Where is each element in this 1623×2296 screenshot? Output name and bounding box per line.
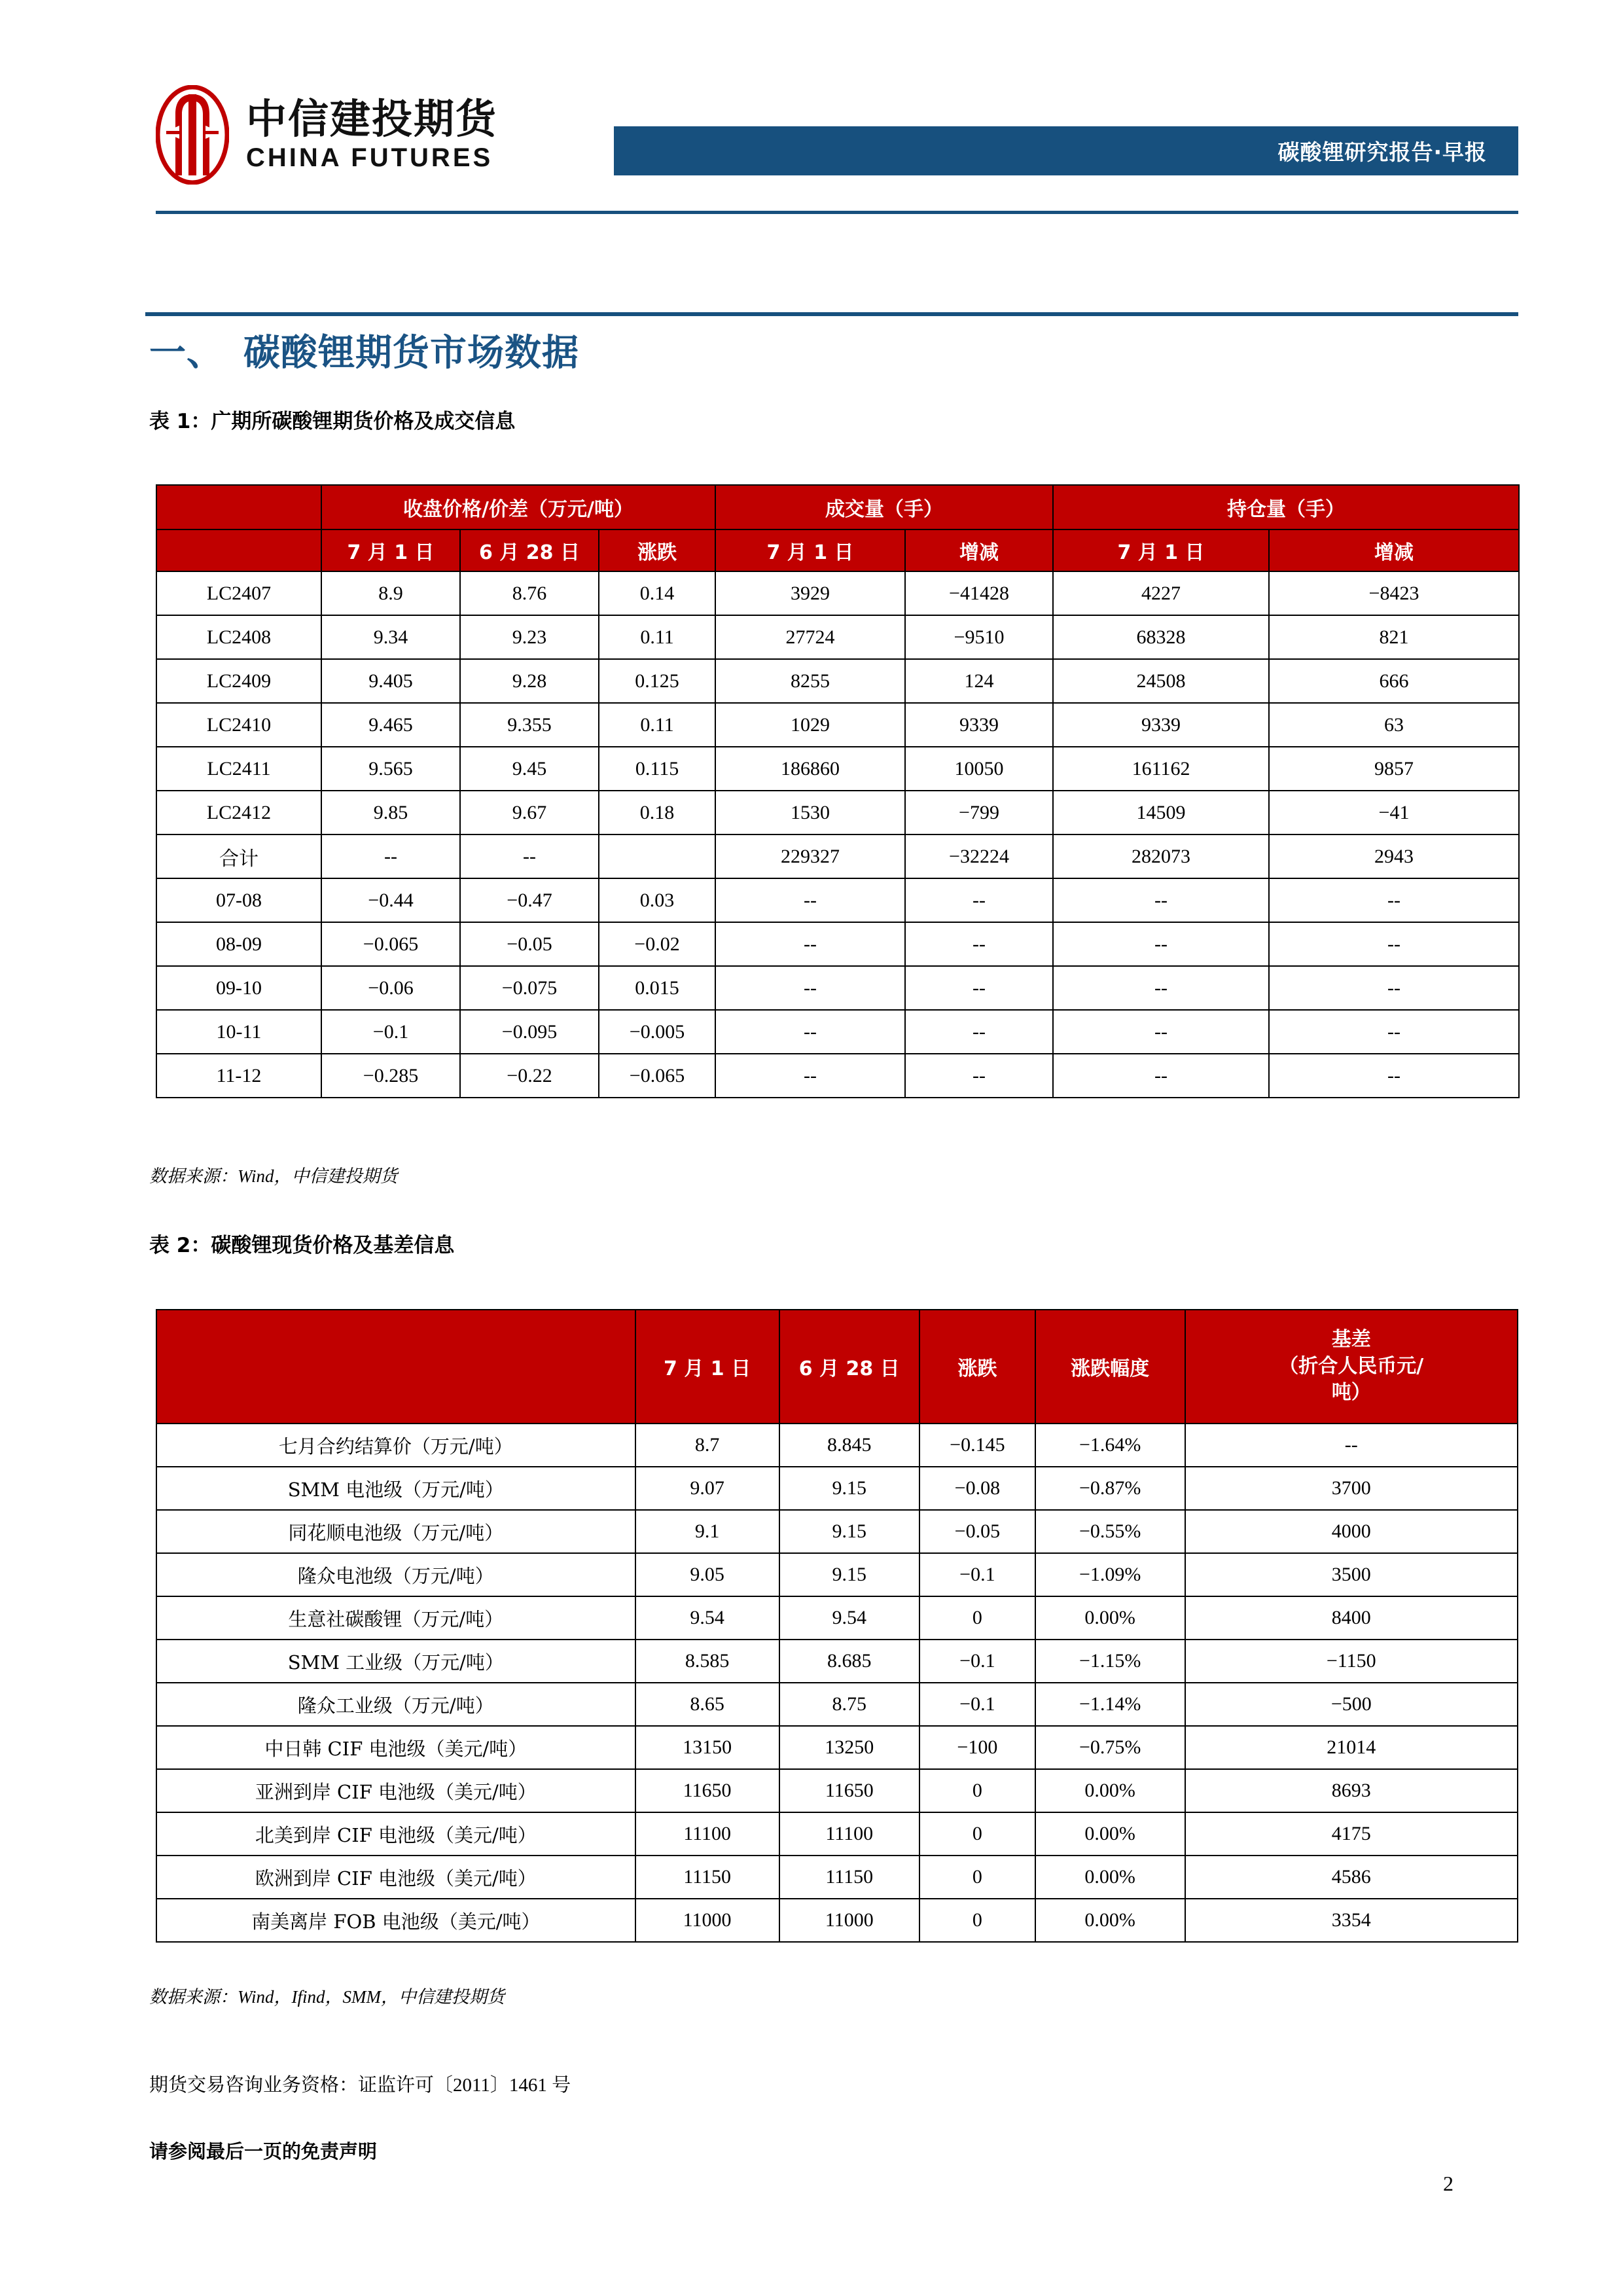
table-cell: −0.1 — [919, 1683, 1035, 1726]
table-cell: -- — [1269, 922, 1519, 966]
table-cell: -- — [1269, 878, 1519, 922]
table-cell: -- — [715, 922, 905, 966]
table1-subheader-4: 7 月 1 日 — [715, 529, 905, 571]
table-row — [156, 1510, 1518, 1553]
table-cell: 8.7 — [635, 1424, 779, 1467]
table-cell: 9.05 — [635, 1553, 779, 1596]
table1-body — [156, 571, 1519, 1098]
table-cell: -- — [1269, 1010, 1519, 1054]
row-label: 南美离岸 FOB 电池级（美元/吨） — [156, 1899, 635, 1942]
row-label: 生意社碳酸锂（万元/吨） — [156, 1596, 635, 1640]
table-cell: −1.15% — [1035, 1640, 1185, 1683]
row-label: 中日韩 CIF 电池级（美元/吨） — [156, 1726, 635, 1769]
table-row — [156, 1596, 1518, 1640]
header-divider — [156, 211, 1518, 214]
table2-header-date-previous: 6 月 28 日 — [779, 1310, 919, 1424]
table-cell: 4227 — [1053, 571, 1269, 615]
table-cell: 9339 — [905, 703, 1053, 747]
table-cell: 186860 — [715, 747, 905, 791]
table2-source-note: 数据来源：Wind，Ifind，SMM，中信建投期货 — [149, 1987, 505, 2007]
table-cell: -- — [1053, 878, 1269, 922]
table-cell — [599, 834, 715, 878]
table1-group-header-row — [156, 485, 1519, 529]
table-row — [156, 571, 1519, 615]
row-label: 合计 — [156, 834, 321, 878]
table-cell: −0.095 — [460, 1010, 599, 1054]
cfc-logo-icon — [156, 85, 229, 185]
table-cell: 0.115 — [599, 747, 715, 791]
table-cell: 8.845 — [779, 1424, 919, 1467]
logo-chinese-name: 中信建投期货 — [246, 95, 498, 143]
table-cell: −9510 — [905, 615, 1053, 659]
row-label: LC2407 — [156, 571, 321, 615]
table-cell: 0.00% — [1035, 1769, 1185, 1812]
table2-header-change: 涨跌 — [919, 1310, 1035, 1424]
table-cell: 11650 — [635, 1769, 779, 1812]
table2-header-date-current: 7 月 1 日 — [635, 1310, 779, 1424]
table-cell: −8423 — [1269, 571, 1519, 615]
table-cell: 10050 — [905, 747, 1053, 791]
table-row — [156, 1640, 1518, 1683]
table1-subheader-0 — [156, 529, 321, 571]
table-cell: −0.285 — [321, 1054, 460, 1098]
table-cell: 9.15 — [779, 1553, 919, 1596]
table-row — [156, 1726, 1518, 1769]
table-cell: 11150 — [779, 1856, 919, 1899]
table-cell: 0.00% — [1035, 1812, 1185, 1856]
table-cell: 0.03 — [599, 878, 715, 922]
table-cell: 3354 — [1185, 1899, 1518, 1942]
table-cell: −0.005 — [599, 1010, 715, 1054]
table-cell: 8.585 — [635, 1640, 779, 1683]
table-cell: 0 — [919, 1812, 1035, 1856]
table-cell: −0.02 — [599, 922, 715, 966]
row-label: 北美到岸 CIF 电池级（美元/吨） — [156, 1812, 635, 1856]
table-cell: −0.44 — [321, 878, 460, 922]
table-row — [156, 834, 1519, 878]
table-cell: 3929 — [715, 571, 905, 615]
table-cell: 9.1 — [635, 1510, 779, 1553]
row-label: 亚洲到岸 CIF 电池级（美元/吨） — [156, 1769, 635, 1812]
table-cell: 4000 — [1185, 1510, 1518, 1553]
table-cell: 11100 — [779, 1812, 919, 1856]
table-row — [156, 878, 1519, 922]
table1-group-openinterest: 持仓量（手） — [1053, 485, 1519, 529]
table-row — [156, 1424, 1518, 1467]
table-cell: 8.76 — [460, 571, 599, 615]
table-cell: -- — [1053, 922, 1269, 966]
table2-body — [156, 1424, 1518, 1942]
table-cell: −0.1 — [321, 1010, 460, 1054]
table1-subheader-2: 6 月 28 日 — [460, 529, 599, 571]
table-cell: 282073 — [1053, 834, 1269, 878]
section-divider — [145, 312, 1518, 316]
table-cell: 2943 — [1269, 834, 1519, 878]
page-number: 2 — [1443, 2172, 1454, 2195]
table2-basis-line-1: 基差 — [1331, 1328, 1371, 1352]
table-cell: 9.355 — [460, 703, 599, 747]
row-label: 七月合约结算价（万元/吨） — [156, 1424, 635, 1467]
table-row — [156, 615, 1519, 659]
table-cell: −0.145 — [919, 1424, 1035, 1467]
table-cell: −1.14% — [1035, 1683, 1185, 1726]
row-label: LC2409 — [156, 659, 321, 703]
table-cell: 9.405 — [321, 659, 460, 703]
table-cell: 229327 — [715, 834, 905, 878]
table-cell: -- — [905, 966, 1053, 1010]
table-cell: 11650 — [779, 1769, 919, 1812]
table1-subheader-7: 增减 — [1269, 529, 1519, 571]
table1-source-note: 数据来源：Wind，中信建投期货 — [149, 1166, 398, 1186]
table-cell: 124 — [905, 659, 1053, 703]
row-label: 同花顺电池级（万元/吨） — [156, 1510, 635, 1553]
table-cell: −1.64% — [1035, 1424, 1185, 1467]
table-row — [156, 922, 1519, 966]
table1-subheader-3: 涨跌 — [599, 529, 715, 571]
table-cell: 1530 — [715, 791, 905, 834]
table-cell: 11100 — [635, 1812, 779, 1856]
table-cell: −0.55% — [1035, 1510, 1185, 1553]
table-cell: −0.22 — [460, 1054, 599, 1098]
table-row — [156, 1812, 1518, 1856]
table-cell: 0.11 — [599, 615, 715, 659]
table-cell: 4586 — [1185, 1856, 1518, 1899]
table-cell: 8.9 — [321, 571, 460, 615]
table-cell: 0.015 — [599, 966, 715, 1010]
table-cell: −0.87% — [1035, 1467, 1185, 1510]
logo-english-name: CHINA FUTURES — [246, 143, 493, 172]
table-cell: -- — [321, 834, 460, 878]
table-cell: -- — [1053, 1010, 1269, 1054]
table-cell: -- — [715, 966, 905, 1010]
table-cell: 9.07 — [635, 1467, 779, 1510]
table-cell: 8255 — [715, 659, 905, 703]
row-label: LC2412 — [156, 791, 321, 834]
row-label: 07-08 — [156, 878, 321, 922]
table-row — [156, 659, 1519, 703]
table-cell: 0 — [919, 1899, 1035, 1942]
company-logo-text — [246, 95, 498, 172]
section-heading-text: 碳酸锂期货市场数据 — [243, 332, 579, 374]
table-cell: −100 — [919, 1726, 1035, 1769]
table-cell: −0.75% — [1035, 1726, 1185, 1769]
table-cell: 3500 — [1185, 1553, 1518, 1596]
table-cell: 8.685 — [779, 1640, 919, 1683]
table-cell: 0 — [919, 1769, 1035, 1812]
row-label: SMM 工业级（万元/吨） — [156, 1640, 635, 1683]
table-row — [156, 791, 1519, 834]
table-cell: −41428 — [905, 571, 1053, 615]
table-cell: −500 — [1185, 1683, 1518, 1726]
table-cell: 9339 — [1053, 703, 1269, 747]
table1-header — [156, 485, 1519, 571]
table-cell: 9.54 — [635, 1596, 779, 1640]
table-cell: −0.47 — [460, 878, 599, 922]
table-cell: 9.45 — [460, 747, 599, 791]
row-label: LC2410 — [156, 703, 321, 747]
section-number: 一、 — [149, 332, 224, 374]
table-cell: -- — [905, 1054, 1053, 1098]
table-row — [156, 747, 1519, 791]
footer-disclaimer-text: 请参阅最后一页的免责声明 — [149, 2140, 378, 2162]
table-cell: 9.465 — [321, 703, 460, 747]
table-cell: 8.75 — [779, 1683, 919, 1726]
table2-basis-line-3: 吨） — [1331, 1381, 1371, 1405]
table1-sub-header-row — [156, 529, 1519, 571]
table2-basis-line-2: （折合人民币元/ — [1279, 1354, 1424, 1378]
table-cell: -- — [715, 1054, 905, 1098]
table-cell: -- — [905, 878, 1053, 922]
table-cell: 27724 — [715, 615, 905, 659]
table-cell: 0.14 — [599, 571, 715, 615]
row-label: 欧洲到岸 CIF 电池级（美元/吨） — [156, 1856, 635, 1899]
table1-caption: 表 1：广期所碳酸锂期货价格及成交信息 — [149, 410, 516, 433]
table-row — [156, 1769, 1518, 1812]
table-cell: 0.00% — [1035, 1596, 1185, 1640]
table-cell: 9.15 — [779, 1467, 919, 1510]
table-row — [156, 1899, 1518, 1942]
table-cell: 0 — [919, 1856, 1035, 1899]
company-logo — [156, 85, 497, 185]
table-cell: −32224 — [905, 834, 1053, 878]
table-cell: 11000 — [635, 1899, 779, 1942]
table-cell: 0.11 — [599, 703, 715, 747]
table-cell: −0.08 — [919, 1467, 1035, 1510]
table-cell: 8400 — [1185, 1596, 1518, 1640]
table-cell: -- — [715, 878, 905, 922]
table-cell: 0.18 — [599, 791, 715, 834]
table-cell: −0.05 — [919, 1510, 1035, 1553]
table2-header-basis — [1185, 1310, 1518, 1424]
table-cell: 161162 — [1053, 747, 1269, 791]
table-cell: 14509 — [1053, 791, 1269, 834]
table-cell: 821 — [1269, 615, 1519, 659]
table-cell: -- — [905, 922, 1053, 966]
table-cell: −1150 — [1185, 1640, 1518, 1683]
table-row — [156, 966, 1519, 1010]
table1-group-volume: 成交量（手） — [715, 485, 1053, 529]
row-label: 09-10 — [156, 966, 321, 1010]
table-cell: 9.28 — [460, 659, 599, 703]
report-type-label: 碳酸锂研究报告·早报 — [1277, 139, 1487, 165]
row-label: 隆众电池级（万元/吨） — [156, 1553, 635, 1596]
table-cell: −0.065 — [599, 1054, 715, 1098]
table-cell: −0.065 — [321, 922, 460, 966]
table2-header-change-pct: 涨跌幅度 — [1035, 1310, 1185, 1424]
table-cell: 13250 — [779, 1726, 919, 1769]
table-cell: 3700 — [1185, 1467, 1518, 1510]
table-cell: -- — [905, 1010, 1053, 1054]
table-cell: -- — [460, 834, 599, 878]
table-cell: −0.05 — [460, 922, 599, 966]
row-label: 08-09 — [156, 922, 321, 966]
row-label: 11-12 — [156, 1054, 321, 1098]
table-cell: −0.075 — [460, 966, 599, 1010]
table-cell: −0.1 — [919, 1640, 1035, 1683]
table-cell: 9.34 — [321, 615, 460, 659]
section-heading — [149, 324, 579, 376]
table2-caption: 表 2：碳酸锂现货价格及基差信息 — [149, 1234, 455, 1257]
table2-header-row — [156, 1310, 1518, 1424]
table-cell: 68328 — [1053, 615, 1269, 659]
table-cell: −41 — [1269, 791, 1519, 834]
table-row — [156, 1856, 1518, 1899]
table-cell: -- — [1269, 1054, 1519, 1098]
table-cell: 4175 — [1185, 1812, 1518, 1856]
table-cell: 666 — [1269, 659, 1519, 703]
table-cell: -- — [1269, 966, 1519, 1010]
table-cell: 9.67 — [460, 791, 599, 834]
table2-corner-cell — [156, 1310, 635, 1424]
table-row — [156, 1467, 1518, 1510]
table1-subheader-6: 7 月 1 日 — [1053, 529, 1269, 571]
row-label: LC2411 — [156, 747, 321, 791]
row-label: LC2408 — [156, 615, 321, 659]
table-cell: 9.565 — [321, 747, 460, 791]
table-cell: 11150 — [635, 1856, 779, 1899]
table-cell: 1029 — [715, 703, 905, 747]
table-cell: 9.54 — [779, 1596, 919, 1640]
table-cell: 0.00% — [1035, 1856, 1185, 1899]
table-cell: −1.09% — [1035, 1553, 1185, 1596]
table-cell: 8.65 — [635, 1683, 779, 1726]
table-row — [156, 1553, 1518, 1596]
table-row — [156, 1683, 1518, 1726]
spot-price-basis-table — [156, 1309, 1518, 1943]
table-cell: 9.23 — [460, 615, 599, 659]
table-cell: 8693 — [1185, 1769, 1518, 1812]
table-cell: -- — [715, 1010, 905, 1054]
table1-subheader-1: 7 月 1 日 — [321, 529, 460, 571]
table-cell: 13150 — [635, 1726, 779, 1769]
page-header — [156, 85, 1518, 216]
table-cell: 9.15 — [779, 1510, 919, 1553]
table-cell: -- — [1185, 1424, 1518, 1467]
table-cell: 21014 — [1185, 1726, 1518, 1769]
row-label: SMM 电池级（万元/吨） — [156, 1467, 635, 1510]
table-cell: 63 — [1269, 703, 1519, 747]
table-cell: 9.85 — [321, 791, 460, 834]
table-cell: 9857 — [1269, 747, 1519, 791]
table-cell: 24508 — [1053, 659, 1269, 703]
table-row — [156, 1010, 1519, 1054]
footer-qualification-text: 期货交易咨询业务资格：证监许可〔2011〕1461 号 — [149, 2075, 571, 2096]
table-cell: −0.1 — [919, 1553, 1035, 1596]
table-cell: 0.00% — [1035, 1899, 1185, 1942]
futures-market-table — [156, 484, 1520, 1098]
table-cell: -- — [1053, 966, 1269, 1010]
report-type-banner — [614, 126, 1518, 175]
row-label: 10-11 — [156, 1010, 321, 1054]
table1-group-price: 收盘价格/价差（万元/吨） — [321, 485, 715, 529]
table2-header — [156, 1310, 1518, 1424]
table1-corner-cell — [156, 485, 321, 529]
table-cell: 0.125 — [599, 659, 715, 703]
table-cell: 11000 — [779, 1899, 919, 1942]
row-label: 隆众工业级（万元/吨） — [156, 1683, 635, 1726]
table-cell: −0.06 — [321, 966, 460, 1010]
table-row — [156, 703, 1519, 747]
table-cell: −799 — [905, 791, 1053, 834]
table1-subheader-5: 增减 — [905, 529, 1053, 571]
table-cell: 0 — [919, 1596, 1035, 1640]
table-cell: -- — [1053, 1054, 1269, 1098]
table-row — [156, 1054, 1519, 1098]
